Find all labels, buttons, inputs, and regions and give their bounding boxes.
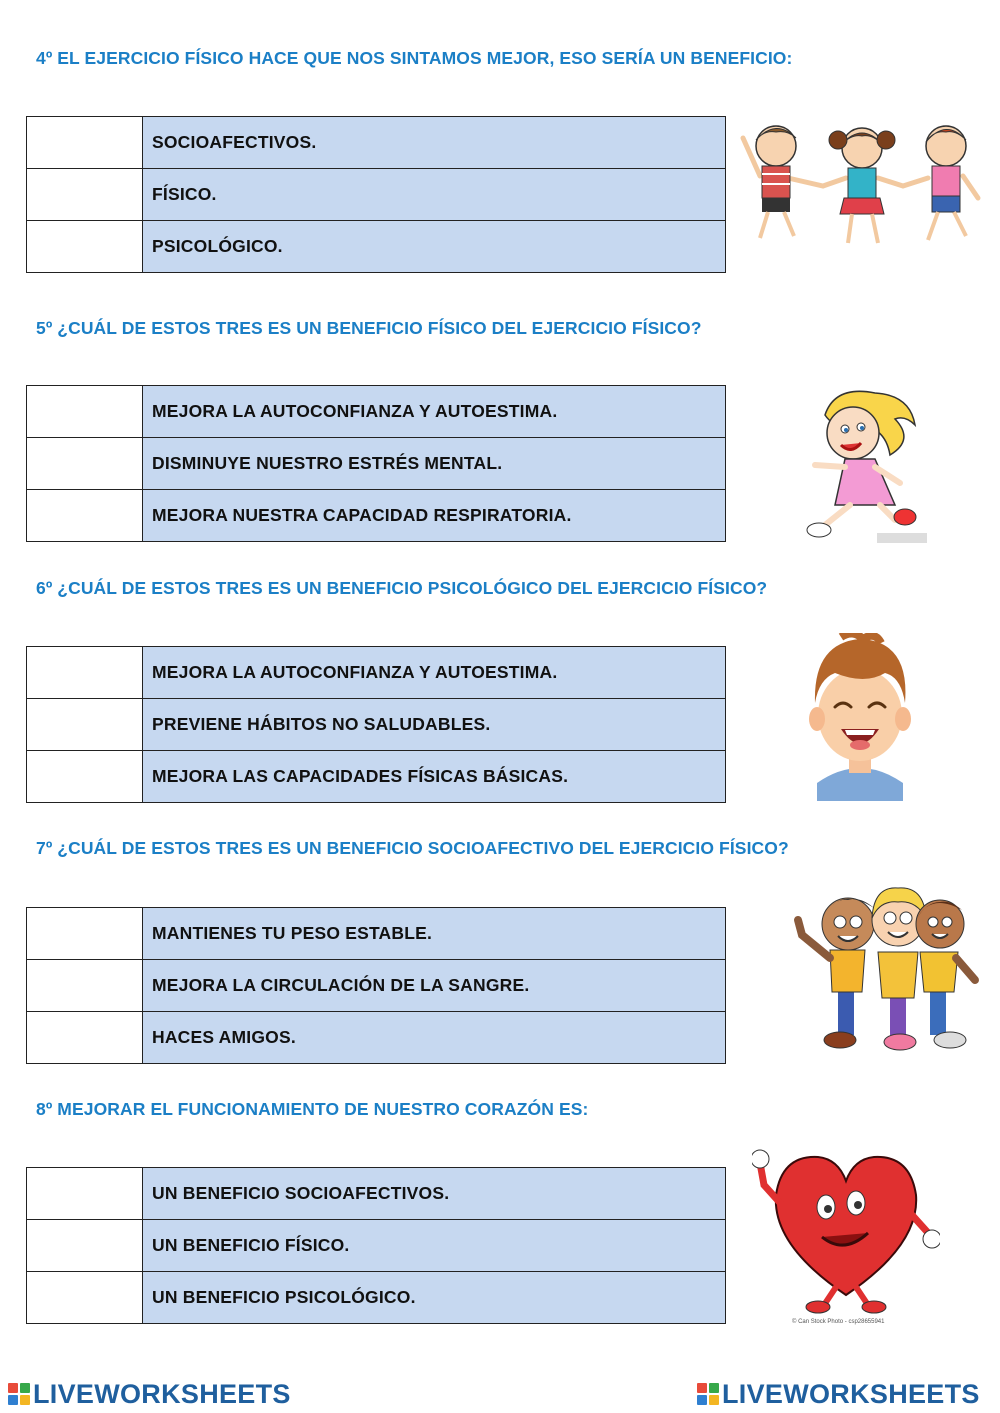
liveworksheets-logo-right[interactable]: [697, 1378, 980, 1410]
option-text: UN BENEFICIO PSICOLÓGICO.: [143, 1272, 726, 1324]
question-title-5: 5º ¿CUÁL DE ESTOS TRES ES UN BENEFICIO FÍSICO DEL EJERCICIO FÍSICO?: [36, 318, 702, 338]
option-row: [27, 1220, 726, 1272]
option-row: [27, 699, 726, 751]
option-text: MEJORA LA CIRCULACIÓN DE LA SANGRE.: [143, 960, 726, 1012]
option-row: [27, 117, 726, 169]
option-row: [27, 386, 726, 438]
strong-heart-icon: [752, 1145, 940, 1315]
option-text: UN BENEFICIO SOCIOAFECTIVOS.: [143, 1168, 726, 1220]
options-table-7: [26, 907, 726, 1064]
answer-box[interactable]: [27, 386, 143, 438]
answer-box[interactable]: [27, 169, 143, 221]
option-row: [27, 169, 726, 221]
option-row: [27, 1168, 726, 1220]
children-holding-hands-icon: [738, 118, 988, 253]
logo-mark-icon: [8, 1383, 30, 1405]
option-text: MANTIENES TU PESO ESTABLE.: [143, 908, 726, 960]
option-row: [27, 438, 726, 490]
option-row: [27, 1012, 726, 1064]
answer-box[interactable]: [27, 221, 143, 273]
answer-box[interactable]: [27, 699, 143, 751]
logo-mark-icon: [697, 1383, 719, 1405]
option-text: MEJORA LAS CAPACIDADES FÍSICAS BÁSICAS.: [143, 751, 726, 803]
answer-box[interactable]: [27, 647, 143, 699]
option-text: FÍSICO.: [143, 169, 726, 221]
option-row: [27, 908, 726, 960]
answer-box[interactable]: [27, 438, 143, 490]
option-text: SOCIOAFECTIVOS.: [143, 117, 726, 169]
answer-box[interactable]: [27, 490, 143, 542]
answer-box[interactable]: [27, 1168, 143, 1220]
options-table-5: [26, 385, 726, 542]
option-row: [27, 490, 726, 542]
option-text: DISMINUYE NUESTRO ESTRÉS MENTAL.: [143, 438, 726, 490]
answer-box[interactable]: [27, 1220, 143, 1272]
smiling-boy-icon: [805, 633, 915, 801]
option-text: HACES AMIGOS.: [143, 1012, 726, 1064]
option-text: UN BENEFICIO FÍSICO.: [143, 1220, 726, 1272]
answer-box[interactable]: [27, 960, 143, 1012]
answer-box[interactable]: [27, 1012, 143, 1064]
option-row: [27, 1272, 726, 1324]
question-title-8: 8º MEJORAR EL FUNCIONAMIENTO DE NUESTRO CORAZÓN ES:: [36, 1099, 589, 1119]
answer-box[interactable]: [27, 117, 143, 169]
brand-name: LIVEWORKSHEETS: [33, 1378, 291, 1409]
image-credit: © Can Stock Photo - csp28655941: [792, 1319, 885, 1325]
option-row: [27, 221, 726, 273]
liveworksheets-logo-left[interactable]: [8, 1378, 291, 1410]
option-text: MEJORA LA AUTOCONFIANZA Y AUTOESTIMA.: [143, 386, 726, 438]
options-table-4: [26, 116, 726, 273]
options-table-6: [26, 646, 726, 803]
option-text: PSICOLÓGICO.: [143, 221, 726, 273]
question-title-6: 6º ¿CUÁL DE ESTOS TRES ES UN BENEFICIO PSICOLÓGICO DEL EJERCICIO FÍSICO?: [36, 578, 768, 598]
answer-box[interactable]: [27, 908, 143, 960]
option-text: MEJORA NUESTRA CAPACIDAD RESPIRATORIA.: [143, 490, 726, 542]
options-table-8: [26, 1167, 726, 1324]
option-row: [27, 751, 726, 803]
answer-box[interactable]: [27, 1272, 143, 1324]
option-text: PREVIENE HÁBITOS NO SALUDABLES.: [143, 699, 726, 751]
option-text: MEJORA LA AUTOCONFIANZA Y AUTOESTIMA.: [143, 647, 726, 699]
question-title-4: 4º EL EJERCICIO FÍSICO HACE QUE NOS SINTAMOS MEJOR, ESO SERÍA UN BENEFICIO:: [36, 48, 793, 68]
running-girl-icon: [795, 385, 935, 545]
question-title-7: 7º ¿CUÁL DE ESTOS TRES ES UN BENEFICIO SOCIOAFECTIVO DEL EJERCICIO FÍSICO?: [36, 838, 789, 858]
option-row: [27, 960, 726, 1012]
option-row: [27, 647, 726, 699]
answer-box[interactable]: [27, 751, 143, 803]
group-of-friends-icon: [790, 880, 985, 1058]
brand-name: LIVEWORKSHEETS: [722, 1378, 980, 1409]
